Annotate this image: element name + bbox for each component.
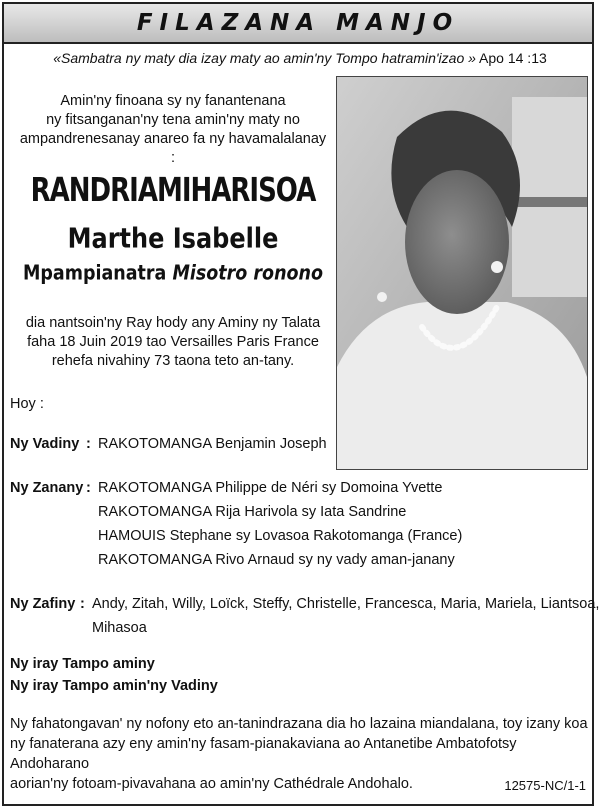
death-line: dia nantsoin'ny Ray hody any Aminy ny Talata <box>25 315 321 331</box>
zanany-label: Ny Zanany <box>10 480 84 496</box>
deceased-title <box>10 262 336 285</box>
iray-tampo: Ny iray Tampo aminy <box>10 656 155 672</box>
zafiny-label: Ny Zafiny <box>10 596 76 612</box>
intro-text <box>18 92 328 168</box>
death-notice <box>18 314 328 371</box>
zafiny-separator: : <box>80 596 85 612</box>
intro-line: ampandrenesanay anareo fa ny havamalalanay : <box>19 131 327 166</box>
deceased-surname: RANDRIAMIHARISOA <box>30 172 316 210</box>
zanany-item: RAKOTOMANGA Rivo Arnaud sy ny vady aman-janany <box>98 552 455 568</box>
vadiny-separator: : <box>86 436 91 452</box>
death-line: rehefa nivahiny 73 taona teto an-tany. <box>51 353 295 369</box>
deceased-given-names: Marthe Isabelle <box>67 222 279 255</box>
zanany-item: RAKOTOMANGA Philippe de Néri sy Domoina Yvette <box>98 480 443 496</box>
portrait-photo <box>336 76 588 470</box>
iray-tampo-vadiny: Ny iray Tampo amin'ny Vadiny <box>10 678 218 694</box>
hoy-label: Hoy : <box>10 396 44 412</box>
death-line: faha 18 Juin 2019 tao Versailles Paris France <box>27 334 319 350</box>
title-main: Mpampianatra <box>22 262 167 285</box>
zanany-item: RAKOTOMANGA Rija Harivola sy Iata Sandrine <box>98 504 407 520</box>
closing-line: ny fanaterana azy eny amin'ny fasam-pianakaviana ao Antanetibe Ambatofotsy Andoharano <box>10 736 517 772</box>
closing-line: aorian'ny fotoam-pivavahana ao amin'ny Cathédrale Andohalo. <box>10 776 413 792</box>
intro-line: ny fitsanganan'ny tena amin'ny maty no <box>46 112 300 128</box>
notice-banner <box>4 4 592 44</box>
banner-title: FILAZANA MANJO <box>136 10 460 36</box>
title-italic: Misotro ronono <box>172 262 324 285</box>
vadiny-name: RAKOTOMANGA Benjamin Joseph <box>98 436 327 452</box>
verse-quote: «Sambatra ny maty dia izay maty ao amin'ny Tompo hatramin'izao » <box>53 50 476 66</box>
verse-reference: Apo 14 :13 <box>479 50 547 66</box>
zafiny-names: Andy, Zitah, Willy, Loïck, Steffy, Christelle, Francesca, Maria, Mariela, Liantsoa, <box>92 596 600 612</box>
reference-code: 12575-NC/1-1 <box>504 778 586 793</box>
zanany-separator: : <box>86 480 91 496</box>
closing-paragraph <box>10 714 590 794</box>
zanany-item: HAMOUIS Stephane sy Lovasoa Rakotomanga (France) <box>98 528 463 544</box>
intro-line: Amin'ny finoana sy ny fanantenana <box>60 93 286 109</box>
vadiny-label: Ny Vadiny <box>10 436 80 452</box>
closing-line: Ny fahatongavan' ny nofony eto an-tanindrazana dia ho lazaina miandalana, toy izany koa <box>10 716 588 732</box>
bible-verse <box>10 50 590 66</box>
zafiny-names-continued: Mihasoa <box>92 620 147 636</box>
